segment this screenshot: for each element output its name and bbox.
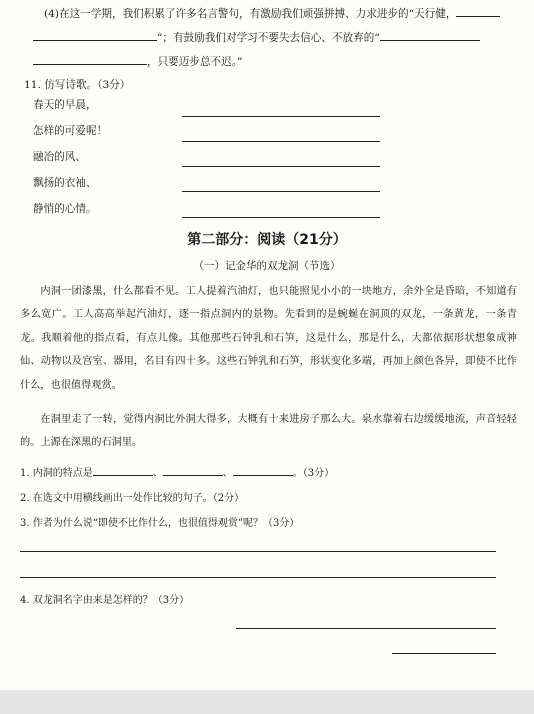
passage-title: （一）记金华的双龙洞（节选） xyxy=(193,260,341,272)
question-1 xyxy=(20,464,334,479)
poem-line-1: 春天的早晨， xyxy=(33,99,97,111)
passage-paragraph-2: 在洞里走了一转，觉得内洞比外洞大得多，大概有十来进房子那么大。泉水靠着右边缓缓地流，声音轻轻的。上源在深黑的石洞里。 xyxy=(20,414,517,449)
question-1-sep-2: 、 xyxy=(222,468,233,479)
q10-blank-2[interactable] xyxy=(33,30,157,41)
q10-text-2: ”；有鼓励我们对学习不要失去信心、不放弃的“ xyxy=(157,32,380,44)
question-3-answer-line-1[interactable] xyxy=(20,551,496,552)
question-2: 2. 在选文中用横线画出一处作比较的句子。（2分） xyxy=(20,493,245,504)
q10-line-3 xyxy=(33,54,242,69)
question-3: 3. 作者为什么说“即使不比作什么，也很值得观赏”呢？（3分） xyxy=(20,518,300,529)
question-1-score: 。（3分） xyxy=(292,468,335,479)
poem-line-3: 融冶的风、 xyxy=(33,151,86,163)
q11-heading: 11. 仿写诗歌。（3分） xyxy=(24,79,131,91)
q10-line-1 xyxy=(44,6,500,21)
part2-title: 第二部分：阅读（21分） xyxy=(187,232,347,248)
bottom-bar xyxy=(0,690,534,714)
question-1-sep-1: 、 xyxy=(152,468,163,479)
question-3-answer-line-2[interactable] xyxy=(20,577,496,578)
q10-blank-1[interactable] xyxy=(456,6,500,17)
q10-line-2 xyxy=(33,30,480,45)
q10-blank-3[interactable] xyxy=(380,30,480,41)
question-1-blank-1[interactable] xyxy=(93,465,153,476)
poem-answer-line-3[interactable] xyxy=(182,166,380,167)
poem-answer-line-2[interactable] xyxy=(182,141,380,142)
poem-line-4: 飘扬的衣袖、 xyxy=(33,177,97,189)
poem-line-5: 静悄的心情。 xyxy=(33,203,97,215)
poem-answer-line-1[interactable] xyxy=(182,116,380,117)
poem-line-2: 怎样的可爱呢！ xyxy=(33,125,108,137)
question-4-answer-line-2[interactable] xyxy=(392,653,496,654)
q10-text-1: (4)在这一学期，我们积累了许多名言警句，有激励我们顽强拼搏、力求进步的“天行健， xyxy=(44,8,457,20)
question-1-blank-2[interactable] xyxy=(163,465,223,476)
q10-text-3: ，只要迈步总不迟。” xyxy=(147,56,243,68)
question-1-blank-3[interactable] xyxy=(233,465,293,476)
poem-answer-line-4[interactable] xyxy=(182,191,380,192)
passage-paragraph-1: 内洞一团漆黑，什么都看不见。工人提着汽油灯，也只能照见小小的一块地方，余外全是昏暗，不知道有多么宽广。工人高高举起汽油灯，逐一指点洞内的景物。先看到的是蜿蜒在洞顶的双龙，一条黄龙，一条青龙。我顺着他的指点看，有点儿像。其他那些石钟乳和石笋，这是什么，那是什么，大都依据形状想象成神仙、动物以及宫室、器用，名目有四十多。这些石钟乳和石笋，形状变化多端，再加上颜色各异，即使不比作什么，也很值得观赏。 xyxy=(20,286,517,391)
question-4-answer-line-1[interactable] xyxy=(236,628,496,629)
poem-answer-line-5[interactable] xyxy=(182,217,380,218)
q10-blank-4[interactable] xyxy=(33,54,147,65)
question-4: 4. 双龙洞名字由来是怎样的？（3分） xyxy=(20,595,190,606)
question-1-text: 1. 内洞的特点是 xyxy=(20,468,93,479)
